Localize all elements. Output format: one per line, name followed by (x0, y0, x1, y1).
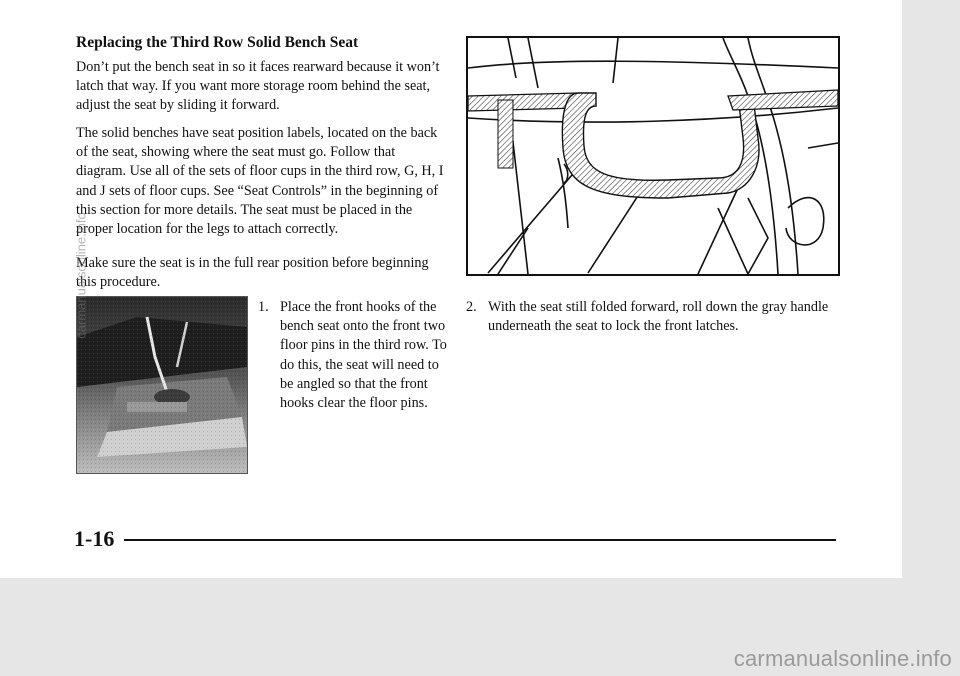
front-hooks-photo (76, 296, 248, 474)
footer-rule (124, 539, 836, 541)
step-number: 1. (258, 299, 269, 315)
paragraph-seat-position-labels: The solid benches have seat position labels, located on the back of the seat, showing where the seat must go. Follow that diagram. Use all of the sets of floor cups in the third row, G, H, I and J sets of floor cups. See “Seat Controls” in the beginning of this section for more details. The seat must be placed in the proper location for the legs to attach correctly. (76, 125, 444, 238)
step-1 (258, 298, 448, 413)
paragraph-full-rear-position: Make sure the seat is in the full rear position before beginning this procedure. (76, 255, 429, 291)
step-text: Place the front hooks of the bench seat onto the front two floor pins in the third row. To do this, the seat will need to be angled so that the front hooks clear the floor pins. (280, 299, 447, 412)
latch-handle-illustration (466, 36, 840, 276)
step-text: With the seat still folded forward, roll down the gray handle underneath the seat to lock the front latches. (488, 299, 829, 335)
side-watermark (66, 190, 96, 360)
section-heading: Replacing the Third Row Solid Bench Seat (76, 34, 359, 51)
step-2 (466, 298, 856, 336)
step-number: 2. (466, 299, 477, 315)
site-watermark: carmanualsonline.info (733, 646, 952, 671)
page-number: 1-16 (74, 526, 115, 551)
paragraph-rearward-warning: Don’t put the bench seat in so it faces rearward because it won’t latch that way. If you want more storage room behind the seat, adjust the seat by sliding it forward. (76, 59, 440, 114)
side-watermark-text: carmanualsonline.info (73, 211, 89, 339)
